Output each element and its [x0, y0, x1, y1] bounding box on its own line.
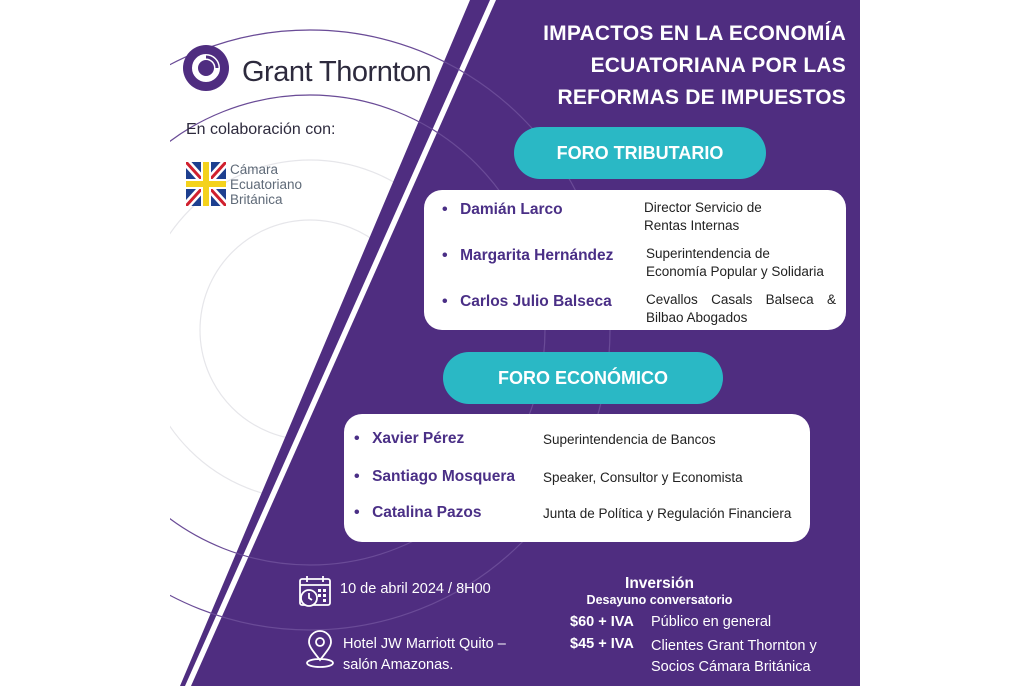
speaker-role	[644, 199, 762, 235]
speaker-item	[442, 201, 563, 219]
bullet-icon: •	[442, 293, 448, 310]
speaker-name: Xavier Pérez	[372, 430, 465, 447]
foro-economico-card	[344, 414, 810, 542]
partner-line: Británica	[230, 192, 283, 207]
grant-thornton-logo-icon	[182, 44, 230, 92]
speaker-name: Margarita Hernández	[460, 247, 614, 264]
foro-economico-badge: FORO ECONÓMICO	[443, 352, 723, 404]
role-line: Superintendencia de	[646, 246, 770, 261]
price-desc-line: Socios Cámara Británica	[651, 659, 811, 675]
speaker-item	[354, 504, 481, 522]
speaker-name: Catalina Pazos	[372, 504, 482, 521]
bullet-icon: •	[442, 247, 448, 264]
speaker-name: Santiago Mosquera	[372, 468, 516, 485]
location-line: salón Amazonas.	[343, 657, 454, 673]
price-amount: $60 + IVA	[570, 614, 634, 630]
speaker-role	[646, 291, 836, 327]
role-line: Cevallos Casals Balseca &	[646, 292, 836, 307]
title-line: ECUATORIANA POR LAS	[590, 54, 846, 77]
speaker-role: Speaker, Consultor y Economista	[543, 470, 743, 485]
event-title	[490, 18, 846, 114]
speaker-item	[354, 468, 515, 486]
speaker-name: Carlos Julio Balseca	[460, 293, 612, 310]
brand-name: Grant Thornton	[242, 56, 432, 88]
speaker-role: Junta de Política y Regulación Financiera	[543, 506, 792, 521]
investment-title: Inversión	[625, 575, 694, 592]
bullet-icon: •	[354, 430, 360, 447]
bullet-icon: •	[354, 504, 360, 521]
bullet-icon: •	[354, 468, 360, 485]
partner-line: Cámara	[230, 162, 279, 177]
location-pin-icon	[304, 630, 336, 670]
partner-name	[230, 162, 302, 207]
role-line: Bilbao Abogados	[646, 310, 748, 325]
partner-line: Ecuatoriano	[230, 177, 303, 192]
speaker-item	[354, 430, 464, 448]
title-line: REFORMAS DE IMPUESTOS	[557, 86, 846, 109]
speaker-role	[646, 245, 824, 281]
event-poster	[170, 0, 860, 686]
bullet-icon: •	[442, 201, 448, 218]
speaker-item	[442, 247, 613, 265]
speaker-item	[442, 293, 612, 311]
event-location	[343, 634, 506, 676]
foro-tributario-badge: FORO TRIBUTARIO	[514, 127, 766, 179]
price-amount: $45 + IVA	[570, 636, 634, 652]
collaboration-label: En colaboración con:	[186, 121, 336, 138]
investment-subtitle: Desayuno conversatorio	[586, 593, 733, 607]
location-line: Hotel JW Marriott Quito –	[343, 636, 506, 652]
event-date: 10 de abril 2024 / 8H00	[340, 581, 491, 597]
uk-flag-icon	[186, 162, 226, 206]
price-description: Público en general	[651, 614, 772, 630]
foro-tributario-card	[424, 190, 846, 330]
speaker-role: Superintendencia de Bancos	[543, 432, 716, 447]
title-line: IMPACTOS EN LA ECONOMÍA	[543, 22, 846, 45]
price-description	[651, 636, 817, 678]
speaker-name: Damián Larco	[460, 201, 563, 218]
price-desc-line: Clientes Grant Thornton y	[651, 638, 817, 654]
investment-header	[562, 575, 757, 607]
calendar-icon	[298, 574, 334, 610]
role-line: Director Servicio de	[644, 200, 762, 215]
role-line: Economía Popular y Solidaria	[646, 264, 824, 279]
role-line: Rentas Internas	[644, 218, 740, 233]
